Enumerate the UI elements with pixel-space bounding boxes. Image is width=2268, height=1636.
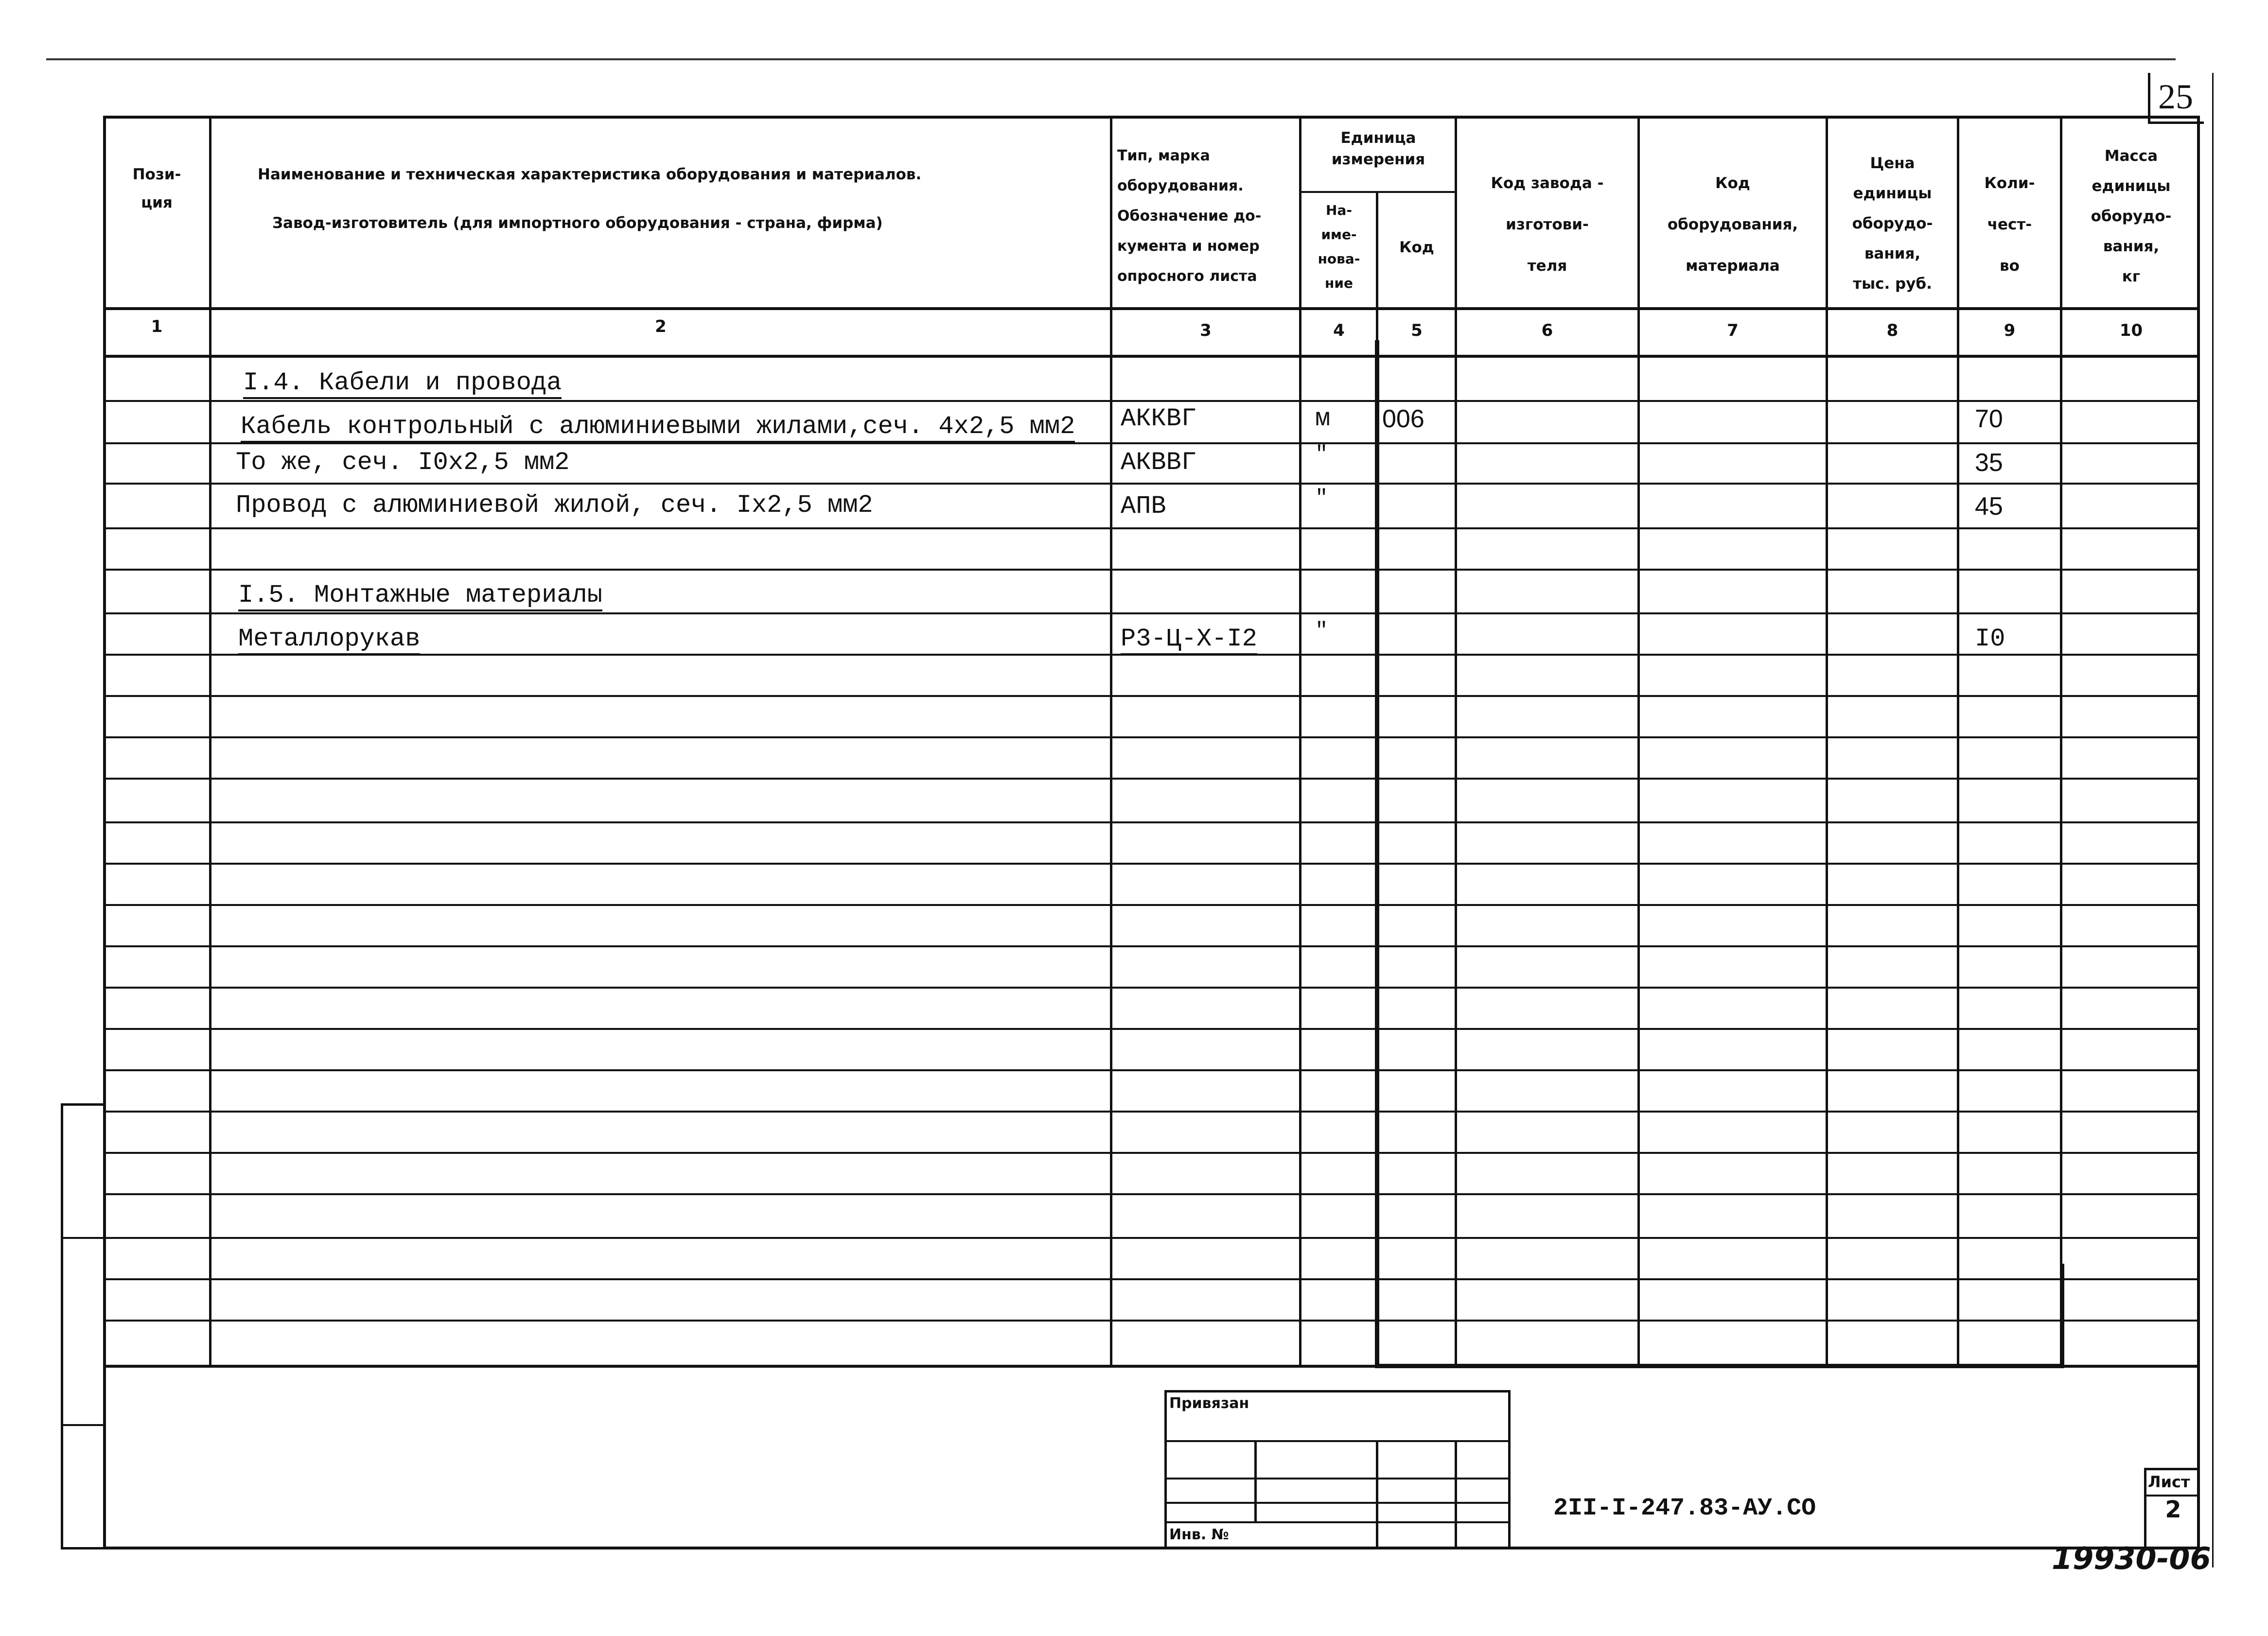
- row-line: [103, 821, 2200, 823]
- row-line: [103, 400, 2200, 402]
- row-line: [103, 1111, 2200, 1113]
- header-unit-code: Код: [1399, 239, 1434, 256]
- column-number: 6: [1541, 321, 1553, 340]
- row-line: [103, 1237, 2200, 1239]
- row-line: [103, 569, 2200, 571]
- header-type: Тип, марка оборудования. Обозначение до- кумента и номер опросного листа: [1117, 147, 1262, 285]
- row-line: [103, 863, 2200, 865]
- row-qty: 45: [1975, 492, 2003, 521]
- unit-header-line: [1299, 191, 1456, 193]
- stamp-block: [1164, 1390, 1511, 1549]
- row-qty: 70: [1975, 405, 2003, 433]
- section-title: I.5. Монтажные материалы: [238, 581, 602, 611]
- binding-strip: [61, 1103, 105, 1549]
- row-qty: I0: [1975, 625, 2005, 653]
- row-type: АККВГ: [1121, 404, 1197, 433]
- row-unit: ": [1315, 486, 1328, 510]
- binding-divider: [61, 1424, 105, 1426]
- header-mass: Масса единицы оборудо- вания, кг: [2091, 147, 2172, 285]
- row-line: [103, 695, 2200, 697]
- column-number: 3: [1200, 321, 1212, 340]
- row-unit: м: [1315, 404, 1331, 433]
- table-bottom-line: [103, 1365, 2200, 1368]
- row-line: [103, 1320, 2200, 1322]
- sheet-label: Лист: [2148, 1473, 2190, 1491]
- col-line: [1110, 116, 1112, 1367]
- outer-edge: [2212, 73, 2214, 1567]
- row-type: АПВ: [1121, 492, 1166, 521]
- top-rule: [46, 58, 2176, 60]
- header-bottom-line: [103, 307, 2200, 310]
- header-name-line1: Наименование и техническая характеристика оборудования и материалов.: [258, 166, 922, 183]
- row-name: Кабель контрольный с алюминиевыми жилами,сеч. 4х2,5 мм2: [241, 412, 1075, 443]
- row-line: [103, 612, 2200, 614]
- stamp-line: [1164, 1440, 1511, 1442]
- column-number: 5: [1411, 321, 1423, 340]
- stamp-col: [1455, 1440, 1457, 1549]
- row-name: То же, сеч. I0х2,5 мм2: [236, 448, 570, 477]
- row-line: [103, 527, 2200, 529]
- row-type: АКВВГ: [1121, 448, 1197, 477]
- row-unit: ": [1315, 442, 1328, 467]
- stamp-privyazan: Привязан: [1169, 1395, 1249, 1412]
- column-number: 8: [1886, 321, 1899, 340]
- section-title: I.4. Кабели и провода: [243, 368, 562, 399]
- row-line: [103, 1028, 2200, 1030]
- stamp-line: [1164, 1521, 1511, 1523]
- row-line: [103, 1069, 2200, 1071]
- header-unit-group: Единица измерения: [1331, 129, 1425, 168]
- row-code: 006: [1382, 405, 1424, 433]
- document-code: 2II-I-247.83-АУ.СО: [1553, 1495, 1816, 1522]
- bold-col-line: [1375, 340, 1379, 1368]
- stamp-col: [1376, 1440, 1378, 1549]
- col-line: [1957, 116, 1959, 1367]
- row-line: [103, 987, 2200, 989]
- column-number: 10: [2119, 321, 2143, 340]
- row-unit: ": [1315, 619, 1328, 643]
- row-name: Металлорукав: [238, 625, 420, 655]
- header-equipment-code: Код оборудования, материала: [1667, 174, 1798, 275]
- col-line: [1299, 116, 1301, 1367]
- column-number: 7: [1727, 321, 1739, 340]
- stamp-line: [1164, 1502, 1511, 1504]
- row-line: [103, 945, 2200, 947]
- column-numbers-bottom-line: [103, 355, 2200, 358]
- column-number: 4: [1333, 321, 1345, 340]
- header-name-line2: Завод-изготовитель (для импортного оборудования - страна, фирма): [272, 214, 883, 232]
- header-manufacturer-code: Код завода - изготови- теля: [1491, 174, 1604, 275]
- stamp-col: [1254, 1440, 1257, 1523]
- sheet-number: 2: [2165, 1496, 2181, 1523]
- archive-number: 19930-06: [2052, 1541, 2211, 1576]
- row-type: Р3-Ц-Х-I2: [1121, 625, 1257, 655]
- header-position: Пози- ция: [132, 166, 181, 211]
- row-line: [103, 483, 2200, 485]
- header-quantity: Коли- чест- во: [1984, 174, 2035, 275]
- column-number: 1: [151, 317, 163, 336]
- stamp-line: [1164, 1478, 1511, 1479]
- page-number: 25: [2158, 77, 2193, 116]
- row-line: [103, 904, 2200, 906]
- col-line: [2060, 116, 2062, 1367]
- row-line: [103, 778, 2200, 780]
- binding-divider: [61, 1237, 105, 1239]
- row-qty: 35: [1975, 449, 2003, 477]
- stamp-inv-no: Инв. №: [1169, 1526, 1229, 1543]
- row-line: [103, 1278, 2200, 1280]
- header-price: Цена единицы оборудо- вания, тыс. руб.: [1852, 155, 1933, 293]
- col-line: [1455, 116, 1457, 1367]
- header-unit-name: На- име- нова- ние: [1318, 202, 1360, 291]
- col-line: [1826, 116, 1828, 1367]
- row-line: [103, 1152, 2200, 1154]
- col-line: [1637, 116, 1640, 1367]
- row-line: [103, 1193, 2200, 1195]
- column-number: 2: [655, 317, 667, 336]
- col-line: [209, 116, 211, 1367]
- column-number: 9: [2004, 321, 2016, 340]
- row-name: Провод с алюминиевой жилой, сеч. Iх2,5 мм2: [236, 491, 873, 520]
- row-line: [103, 736, 2200, 738]
